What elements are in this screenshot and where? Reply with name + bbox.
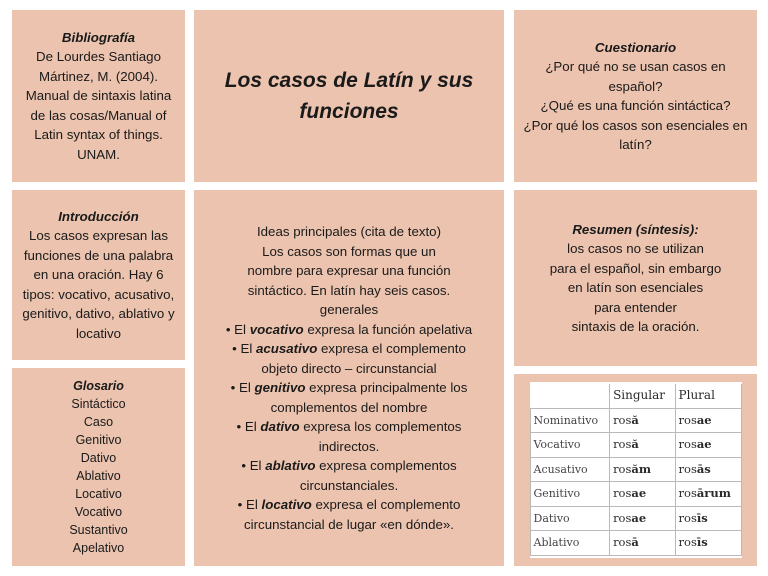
summary-line: sintaxis de la oración. bbox=[571, 319, 700, 334]
column-header-plural: Plural bbox=[675, 384, 741, 408]
plural-cell bbox=[675, 531, 741, 556]
glossary-panel bbox=[12, 368, 185, 566]
glossary-title: Glosario bbox=[73, 379, 124, 393]
summary-panel bbox=[514, 190, 757, 366]
singular-cell bbox=[610, 433, 675, 458]
questionnaire-panel bbox=[514, 10, 757, 182]
introduction-line: tipos: vocativo, acusativo, bbox=[22, 286, 175, 302]
introduction-panel bbox=[12, 190, 185, 360]
page-title-line: Los casos de Latín y sus bbox=[224, 69, 474, 92]
case-description-continued: indirectos. bbox=[318, 438, 380, 454]
word-stem: ros bbox=[678, 412, 697, 427]
table-corner-cell bbox=[530, 384, 610, 408]
plural-cell bbox=[675, 433, 741, 458]
word-stem: ros bbox=[613, 535, 632, 550]
glossary-item: Dativo bbox=[80, 451, 117, 465]
case-item-vocativo bbox=[226, 320, 472, 340]
case-item-acusativo bbox=[232, 339, 466, 359]
case-name-cell: Genitivo bbox=[530, 482, 610, 507]
bullet-prefix: • El bbox=[236, 419, 261, 434]
case-item-locativo bbox=[238, 495, 461, 515]
table-row bbox=[530, 482, 741, 507]
table-row bbox=[530, 457, 741, 482]
word-ending: ae bbox=[631, 486, 647, 501]
bibliography-line: UNAM. bbox=[77, 146, 120, 162]
word-ending: ae bbox=[631, 510, 647, 525]
word-ending: ā bbox=[631, 535, 639, 550]
bibliography-panel bbox=[12, 10, 185, 182]
word-stem: ros bbox=[613, 461, 632, 476]
word-stem: ros bbox=[613, 486, 632, 501]
case-description-continued: objeto directo – circunstancial bbox=[261, 360, 437, 376]
bullet-prefix: • El bbox=[232, 341, 256, 356]
word-stem: ros bbox=[678, 461, 697, 476]
singular-cell bbox=[610, 506, 675, 531]
questionnaire-line: ¿Por qué los casos son esenciales en bbox=[523, 117, 748, 133]
word-stem: ros bbox=[613, 412, 632, 427]
singular-cell bbox=[610, 408, 675, 433]
main-ideas-line: generales bbox=[319, 302, 379, 317]
glossary-item: Caso bbox=[83, 415, 114, 429]
main-ideas-line: nombre para expresar una función bbox=[247, 263, 451, 278]
word-stem: ros bbox=[678, 437, 697, 452]
questionnaire-title: Cuestionario bbox=[594, 39, 677, 55]
plural-cell bbox=[675, 482, 741, 507]
word-stem: ros bbox=[613, 510, 632, 525]
singular-cell bbox=[610, 531, 675, 556]
word-ending: ae bbox=[696, 412, 712, 427]
introduction-line: funciones de una palabra bbox=[23, 247, 174, 263]
word-ending: īs bbox=[696, 510, 708, 525]
main-ideas-header: Ideas principales (cita de texto) bbox=[256, 224, 442, 239]
singular-cell bbox=[610, 482, 675, 507]
plural-cell bbox=[675, 408, 741, 433]
case-description: expresa complementos bbox=[315, 458, 457, 473]
main-ideas-line: sintáctico. En latín hay seis casos. bbox=[247, 282, 451, 298]
case-description: expresa principalmente los bbox=[305, 380, 468, 395]
glossary-item: Sintáctico bbox=[71, 397, 126, 411]
table-row bbox=[530, 506, 741, 531]
word-ending: ae bbox=[696, 437, 712, 452]
singular-cell bbox=[610, 457, 675, 482]
word-ending: ārum bbox=[696, 486, 731, 501]
case-name-cell: Nominativo bbox=[530, 408, 610, 433]
declension-table-image bbox=[530, 382, 742, 558]
bibliography-line: Mártinez, M. (2004). bbox=[39, 68, 158, 84]
glossary-item: Genitivo bbox=[75, 433, 122, 447]
case-description: expresa el complemento bbox=[317, 341, 466, 356]
case-item-dativo bbox=[237, 417, 462, 437]
introduction-title: Introducción bbox=[58, 208, 139, 224]
introduction-line: en una oración. Hay 6 bbox=[33, 267, 164, 283]
summary-title: Resumen (síntesis): bbox=[572, 221, 699, 237]
glossary-item: Apelativo bbox=[72, 541, 125, 555]
questionnaire-line: español? bbox=[608, 78, 663, 94]
word-stem: ros bbox=[613, 437, 632, 452]
page-title-line: funciones bbox=[299, 100, 399, 123]
case-term: dativo bbox=[260, 419, 300, 434]
glossary-item: Sustantivo bbox=[69, 523, 128, 537]
questionnaire-line: latín? bbox=[619, 137, 652, 152]
word-ending: ās bbox=[696, 461, 711, 476]
plural-cell bbox=[675, 506, 741, 531]
word-ending: ă bbox=[631, 412, 639, 427]
word-ending: ă bbox=[631, 437, 639, 452]
table-row bbox=[530, 408, 741, 433]
word-stem: ros bbox=[678, 510, 697, 525]
bullet-prefix: • El bbox=[241, 458, 266, 473]
bibliography-line: Latin syntax of things. bbox=[34, 127, 163, 143]
page-title bbox=[225, 65, 474, 127]
summary-line: para el español, sin embargo bbox=[549, 260, 722, 276]
bullet-prefix: • El bbox=[225, 321, 250, 337]
questionnaire-line: ¿Qué es una función sintáctica? bbox=[540, 98, 731, 113]
introduction-line: locativo bbox=[75, 325, 122, 341]
bibliography-line: Manual de sintaxis latina bbox=[25, 88, 172, 104]
case-description-continued: circunstanciales. bbox=[299, 477, 399, 493]
case-description-continued: circunstancial de lugar «en dónde». bbox=[244, 516, 454, 532]
glossary-item: Ablativo bbox=[76, 469, 121, 483]
declension-table-panel bbox=[514, 374, 757, 566]
case-term: locativo bbox=[261, 497, 312, 512]
main-ideas-panel bbox=[194, 190, 504, 566]
case-item-genitivo bbox=[231, 378, 468, 398]
bibliography-line: de las cosas/Manual of bbox=[30, 107, 167, 123]
bullet-prefix: • El bbox=[237, 497, 262, 512]
word-stem: ros bbox=[678, 535, 697, 550]
word-stem: ros bbox=[678, 486, 697, 501]
bibliography-title: Bibliografía bbox=[61, 29, 136, 45]
case-term: ablativo bbox=[265, 458, 316, 473]
case-item-ablativo bbox=[241, 456, 456, 476]
plural-cell bbox=[675, 457, 741, 482]
glossary-item: Vocativo bbox=[74, 505, 123, 519]
declension-table bbox=[530, 384, 742, 556]
case-term: genitivo bbox=[254, 380, 306, 395]
summary-line: para entender bbox=[594, 299, 677, 315]
case-description: expresa la función apelativa bbox=[303, 321, 473, 337]
table-row bbox=[530, 433, 741, 458]
summary-line: en latín son esenciales bbox=[567, 280, 704, 295]
case-name-cell: Dativo bbox=[530, 506, 610, 531]
introduction-line: Los casos expresan las bbox=[29, 228, 168, 244]
case-name-cell: Acusativo bbox=[530, 457, 610, 482]
case-description: expresa el complemento bbox=[311, 497, 461, 512]
table-header-row bbox=[530, 384, 741, 408]
title-panel bbox=[194, 10, 504, 182]
glossary-item: Locativo bbox=[75, 487, 122, 501]
summary-line: los casos no se utilizan bbox=[567, 241, 704, 256]
main-ideas-line: Los casos son formas que un bbox=[262, 243, 436, 259]
introduction-line: genitivo, dativo, ablativo y bbox=[22, 306, 175, 322]
bullet-prefix: • El bbox=[230, 380, 255, 395]
case-term: acusativo bbox=[255, 341, 318, 356]
case-description-continued: complementos del nombre bbox=[270, 399, 428, 415]
case-term: vocativo bbox=[249, 321, 304, 337]
case-description: expresa los complementos bbox=[299, 419, 462, 434]
column-header-singular: Singular bbox=[610, 384, 675, 408]
questionnaire-line: ¿Por qué no se usan casos en bbox=[545, 59, 726, 74]
table-row bbox=[530, 531, 741, 556]
word-ending: ăm bbox=[631, 461, 652, 476]
bibliography-line: De Lourdes Santiago bbox=[36, 49, 161, 65]
case-name-cell: Ablativo bbox=[530, 531, 610, 556]
word-ending: īs bbox=[696, 535, 708, 550]
case-name-cell: Vocativo bbox=[530, 433, 610, 458]
